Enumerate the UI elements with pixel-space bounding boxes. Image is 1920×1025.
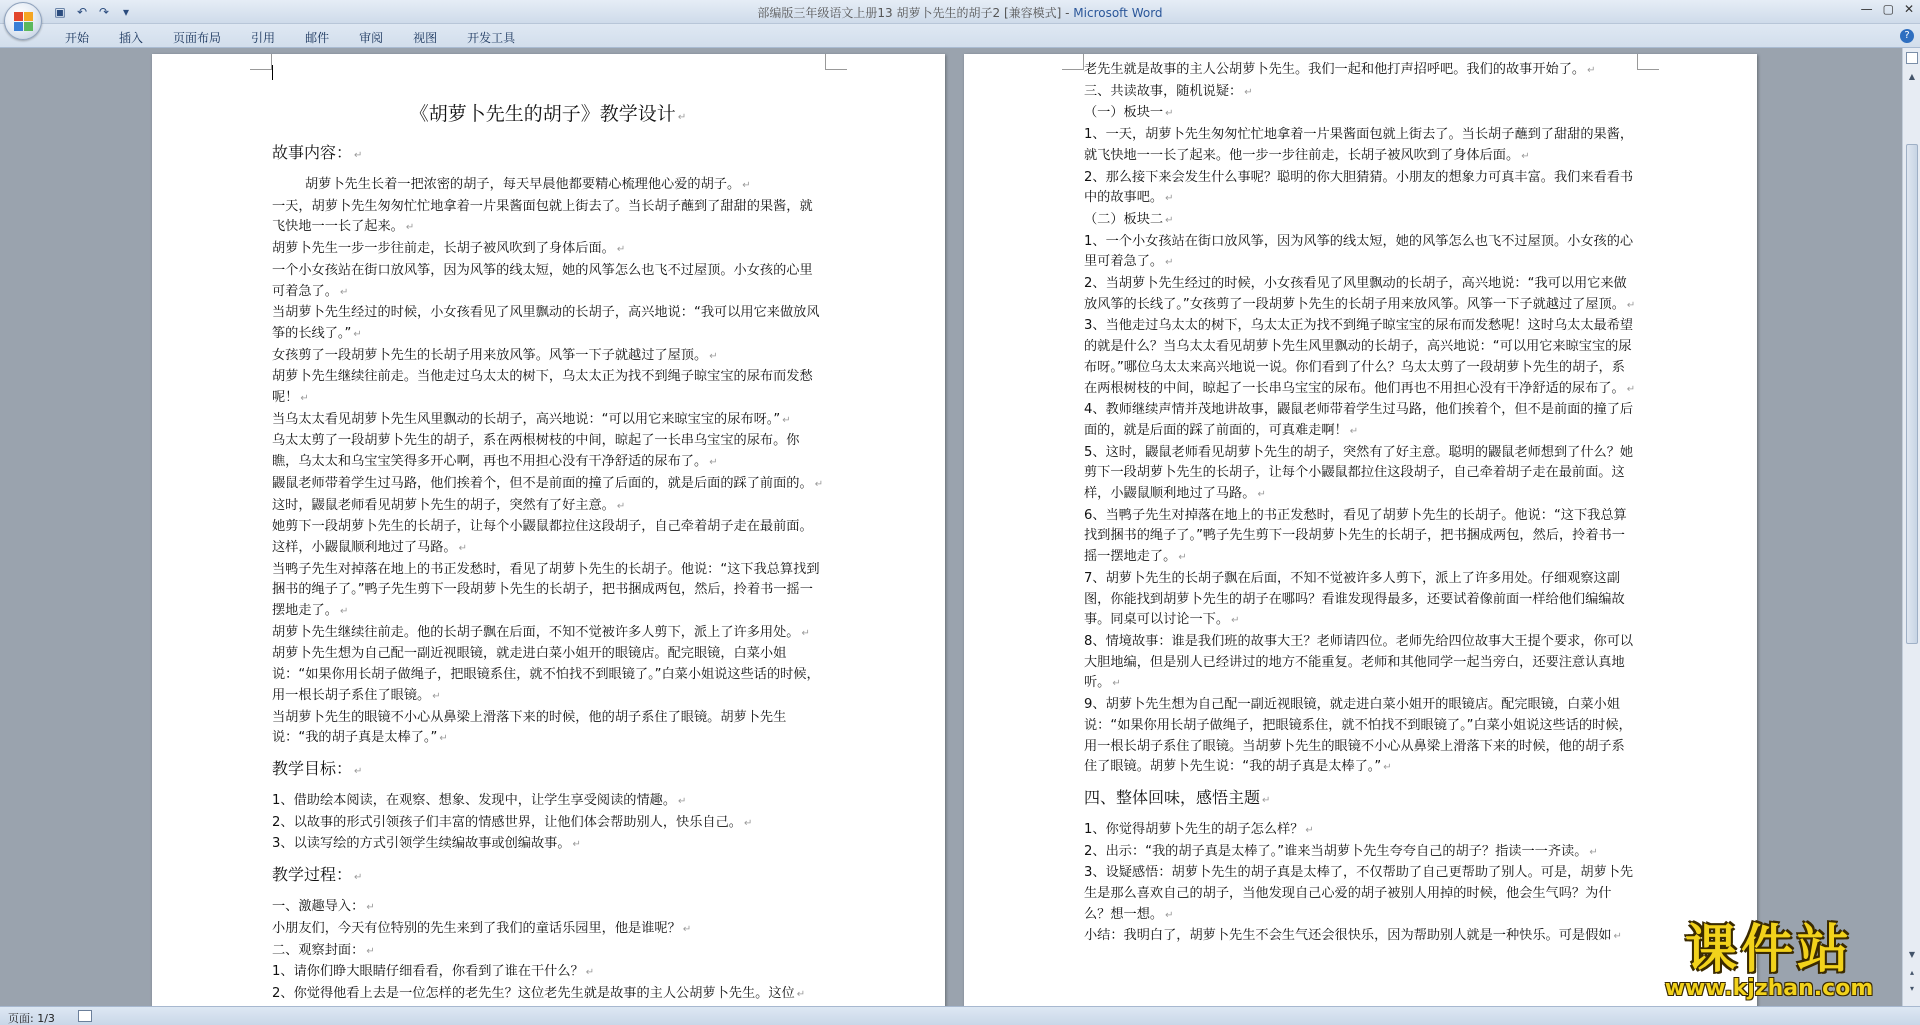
paragraph: 2、当胡萝卜先生经过的时候，小女孩看见了风里飘动的长胡子，高兴地说：“我可以用它来做放风筝的长线了。”女孩剪了一段胡萝卜先生的长胡子用来放风筝。风筝一下子就越过了屋顶。 ↵: [1084, 274, 1636, 316]
tab-developer[interactable]: 开发工具: [467, 31, 516, 45]
previous-page-icon[interactable]: ▴: [1909, 968, 1914, 977]
page-2[interactable]: [964, 54, 1757, 1006]
ribbon-tabs: [50, 29, 530, 46]
paragraph: 1、你觉得胡萝卜先生的胡子怎么样？ ↵: [1084, 820, 1636, 842]
paragraph: 当胡萝卜先生的眼镜不小心从鼻梁上滑落下来的时候，他的胡子系住了眼镜。胡萝卜先生说：“我的胡子真是太棒了。” ↵: [272, 708, 824, 750]
status-bar: [0, 1006, 1920, 1025]
paragraph: 6、当鸭子先生对掉落在地上的书正发愁时，看见了胡萝卜先生的长胡子。他说：“这下我总算找到捆书的绳子了。”鸭子先生剪下一段胡萝卜先生的长胡子，把书捆成两包，然后，拎着书一摇一摆地走了。 ↵: [1084, 506, 1636, 569]
page-2-content[interactable]: [1084, 60, 1636, 948]
paragraph: 胡萝卜先生长着一把浓密的胡子，每天早晨他都要精心梳理他心爱的胡子。 ↵: [272, 175, 824, 197]
list-item: 1、借助绘本阅读，在观察、想象、发现中，让学生享受阅读的情趣。 ↵: [272, 791, 824, 813]
paragraph: 老先生就是故事的主人公胡萝卜先生。我们一起和他打声招呼吧。我们的故事开始了。 ↵: [1084, 60, 1636, 82]
paragraph: 胡萝卜先生一步一步往前走，长胡子被风吹到了身体后面。 ↵: [272, 239, 824, 261]
paragraph: 当胡萝卜先生经过的时候，小女孩看见了风里飘动的长胡子，高兴地说：“我可以用它来做放风筝的长线了。” ↵: [272, 303, 824, 345]
window-controls: [1861, 2, 1914, 16]
paragraph: 小朋友们，今天有位特别的先生来到了我们的童话乐园里，他是谁呢？ ↵: [272, 919, 824, 941]
list-item: 3、以读写绘的方式引领学生续编故事或创编故事。 ↵: [272, 834, 824, 856]
save-icon[interactable]: ▣: [54, 5, 66, 19]
office-button[interactable]: [4, 2, 42, 40]
paragraph: 小结：我明白了，胡萝卜先生不会生气还会很快乐，因为帮助别人就是一种快乐。可是假如 ↵: [1084, 926, 1636, 948]
paragraph: 5、这时，鼹鼠老师看见胡萝卜先生的胡子，突然有了好主意。聪明的鼹鼠老师想到了什么？她剪下一段胡萝卜先生的长胡子，让每个小鼹鼠都拉住这段胡子，自己牵着胡子走在最前面。这样，小鼹鼠顺利地过了马路。 ↵: [1084, 443, 1636, 506]
paragraph: 胡萝卜先生想为自己配一副近视眼镜，就走进白菜小姐开的眼镜店。配完眼镜，白菜小姐说：“如果你用长胡子做绳子，把眼镜系住，就不怕找不到眼镜了。”白菜小姐说这些话的时候，用一根长胡子系住了眼镜。 ↵: [272, 644, 824, 707]
paragraph: 8、情境故事：谁是我们班的故事大王？老师请四位。老师先给四位故事大王提个要求，你可以大胆地编，但是别人已经讲过的地方不能重复。老师和其他同学一起当旁白，还要注意认真地听。 ↵: [1084, 632, 1636, 695]
scroll-up-icon[interactable]: ▲: [1908, 72, 1916, 81]
proofing-icon[interactable]: [78, 1010, 92, 1022]
title-bar: [0, 0, 1920, 24]
paragraph: 7、胡萝卜先生的长胡子飘在后面，不知不觉被许多人剪下，派上了许多用处。仔细观察这副图，你能找到胡萝卜先生的胡子在哪吗？看谁发现得最多，还要试着像前面一样给他们编编故事。同桌可以讨论一下。 ↵: [1084, 569, 1636, 632]
text-cursor: [272, 62, 824, 82]
window-title: [0, 4, 1920, 21]
paragraph: 女孩剪了一段胡萝卜先生的长胡子用来放风筝。风筝一下子就越过了屋顶。 ↵: [272, 346, 824, 368]
paragraph: 乌太太剪了一段胡萝卜先生的胡子，系在两根树枝的中间，晾起了一长串乌宝宝的尿布。你瞧，乌太太和乌宝宝笑得多开心啊，再也不用担心没有干净舒适的尿布了。 ↵: [272, 431, 824, 473]
paragraph: 这时，鼹鼠老师看见胡萝卜先生的胡子，突然有了好主意。 ↵: [272, 496, 824, 518]
paragraph: 当乌太太看见胡萝卜先生风里飘动的长胡子，高兴地说：“可以用它来晾宝宝的尿布呀。” ↵: [272, 410, 824, 432]
watermark-logo: [1644, 922, 1894, 1002]
paragraph: 3、当他走过乌太太的树下，乌太太正为找不到绳子晾宝宝的尿布而发愁呢！这时乌太太最希望的就是什么？当乌太太看见胡萝卜先生风里飘动的长胡子，高兴地说：“可以用它来晾宝宝的尿布呀。”哪位乌太太来高兴地说一说。你们看到了什么？乌太太剪了一段胡萝卜先生的胡子，系在两根树枝的中间，晾起了一长串乌宝宝的尿布。他们再也不用担心没有干净舒适的尿布了。 ↵: [1084, 316, 1636, 400]
paragraph: 2、那么接下来会发生什么事呢？聪明的你大胆猜猜。小朋友的想象力可真丰富。我们来看看书中的故事吧。 ↵: [1084, 168, 1636, 210]
paragraph: 一天，胡萝卜先生匆匆忙忙地拿着一片果酱面包就上街去了。当长胡子蘸到了甜甜的果酱，就飞快地一一长了起来。 ↵: [272, 197, 824, 239]
document-title: 《胡萝卜先生的胡子》教学设计 ↵: [272, 100, 824, 132]
paragraph: 她剪下一段胡萝卜先生的长胡子，让每个小鼹鼠都拉住这段胡子，自己牵着胡子走在最前面。这样，小鼹鼠顺利地过了马路。 ↵: [272, 517, 824, 559]
tab-review[interactable]: 审阅: [359, 31, 384, 45]
crop-mark: [1062, 54, 1084, 70]
ribbon-tab-bar: [0, 24, 1920, 48]
watermark-url: www.kjzhan.com: [1664, 976, 1874, 1001]
heading-story: 故事内容： ↵: [272, 142, 824, 167]
paragraph: 一个小女孩站在街口放风筝，因为风筝的线太短，她的风筝怎么也飞不过屋顶。小女孩的心里可着急了。 ↵: [272, 261, 824, 303]
list-item: 2、以故事的形式引领孩子们丰富的情感世界，让他们体会帮助别人，快乐自己。 ↵: [272, 813, 824, 835]
close-icon[interactable]: ✕: [1903, 2, 1914, 16]
minimize-icon[interactable]: —: [1860, 2, 1873, 16]
next-page-icon[interactable]: ▾: [1909, 984, 1914, 993]
customize-toolbar-icon[interactable]: ▾: [122, 5, 130, 19]
paragraph: 胡萝卜先生继续往前走。他的长胡子飘在后面，不知不觉被许多人剪下，派上了许多用处。 ↵: [272, 623, 824, 645]
watermark-title: 课件站: [1684, 920, 1853, 980]
tab-page-layout[interactable]: 页面布局: [173, 31, 222, 45]
paragraph: 二、观察封面： ↵: [272, 941, 824, 963]
paragraph: 当鸭子先生对掉落在地上的书正发愁时，看见了胡萝卜先生的长胡子。他说：“这下我总算找到捆书的绳子了。”鸭子先生剪下一段胡萝卜先生的长胡子，把书捆成两包，然后，拎着书一摇一摆地走了。 ↵: [272, 560, 824, 623]
page-1[interactable]: [152, 54, 945, 1006]
paragraph: 三、共读故事，随机说疑： ↵: [1084, 82, 1636, 104]
crop-mark: [1637, 54, 1659, 70]
maximize-icon[interactable]: ▢: [1882, 2, 1894, 16]
paragraph: 2、你觉得他看上去是一位怎样的老先生？这位老先生就是故事的主人公胡萝卜先生。这位 ↵: [272, 984, 824, 1006]
paragraph: （一）板块一 ↵: [1084, 103, 1636, 125]
heading-goals: 教学目标： ↵: [272, 758, 824, 783]
heading-process: 教学过程： ↵: [272, 864, 824, 889]
scrollbar-thumb[interactable]: [1906, 144, 1918, 644]
paragraph: 一、激趣导入： ↵: [272, 897, 824, 919]
app-name: Microsoft Word: [1073, 6, 1163, 20]
redo-icon[interactable]: ↷: [98, 5, 110, 19]
paragraph: 1、一天，胡萝卜先生匆匆忙忙地拿着一片果酱面包就上街去了。当长胡子蘸到了甜甜的果酱，就飞快地一一长了起来。他一步一步往前走，长胡子被风吹到了身体后面。 ↵: [1084, 125, 1636, 167]
tab-view[interactable]: 视图: [413, 31, 438, 45]
document-area[interactable]: [0, 48, 1902, 1006]
crop-mark: [250, 54, 272, 70]
tab-insert[interactable]: 插入: [119, 31, 144, 45]
tab-mailings[interactable]: 邮件: [305, 31, 330, 45]
paragraph: 4、教师继续声情并茂地讲故事，鼹鼠老师带着学生过马路，他们挨着个，但不是前面的撞了后面的，就是后面的踩了前面的，可真难走啊！ ↵: [1084, 400, 1636, 442]
tab-references[interactable]: 引用: [251, 31, 276, 45]
paragraph: 1、一个小女孩站在街口放风筝，因为风筝的线太短，她的风筝怎么也飞不过屋顶。小女孩的心里可着急了。 ↵: [1084, 232, 1636, 274]
scroll-down-icon[interactable]: ▼: [1908, 950, 1916, 959]
paragraph: 胡萝卜先生继续往前走。当他走过乌太太的树下，乌太太正为找不到绳子晾宝宝的尿布而发愁呢！ ↵: [272, 367, 824, 409]
page-count[interactable]: 页面: 1/3: [8, 1012, 55, 1025]
paragraph: 鼹鼠老师带着学生过马路，他们挨着个，但不是前面的撞了后面的，就是后面的踩了前面的。 ↵: [272, 474, 824, 496]
paragraph: 1、请你们睁大眼睛仔细看看，你看到了谁在干什么？ ↵: [272, 962, 824, 984]
help-icon[interactable]: ?: [1900, 29, 1914, 43]
page-1-content[interactable]: [272, 62, 824, 1006]
heading-section-four: 四、整体回味，感悟主题 ↵: [1084, 787, 1636, 812]
view-ruler-icon[interactable]: [1906, 52, 1918, 64]
document-name: 部编版三年级语文上册13 胡萝卜先生的胡子2 [兼容模式] -: [757, 6, 1074, 20]
office-logo-icon: [14, 12, 34, 32]
paragraph: 3、设疑感悟：胡萝卜先生的胡子真是太棒了，不仅帮助了自己更帮助了别人。可是，胡萝卜先生是那么喜欢自己的胡子，当他发现自己心爱的胡子被别人用掉的时候，他会生气吗？为什么？想一想。 ↵: [1084, 863, 1636, 926]
paragraph: 9、胡萝卜先生想为自己配一副近视眼镜，就走进白菜小姐开的眼镜店。配完眼镜，白菜小姐说：“如果你用长胡子做绳子，把眼镜系住，就不怕找不到眼镜了。”白菜小姐说这些话的时候，用一根长胡子系住了眼镜。当胡萝卜先生的眼镜不小心从鼻梁上滑落下来的时候，他的胡子系住了眼镜。胡萝卜先生说：“我的胡子真是太棒了。” ↵: [1084, 695, 1636, 779]
paragraph: 2、出示：“我的胡子真是太棒了。”谁来当胡萝卜先生夸夸自己的胡子？指读一一齐读。 ↵: [1084, 842, 1636, 864]
undo-icon[interactable]: ↶: [76, 5, 88, 19]
crop-mark: [825, 54, 847, 70]
paragraph: （二）板块二 ↵: [1084, 210, 1636, 232]
tab-home[interactable]: 开始: [65, 31, 90, 45]
vertical-scrollbar[interactable]: [1902, 48, 1920, 1006]
